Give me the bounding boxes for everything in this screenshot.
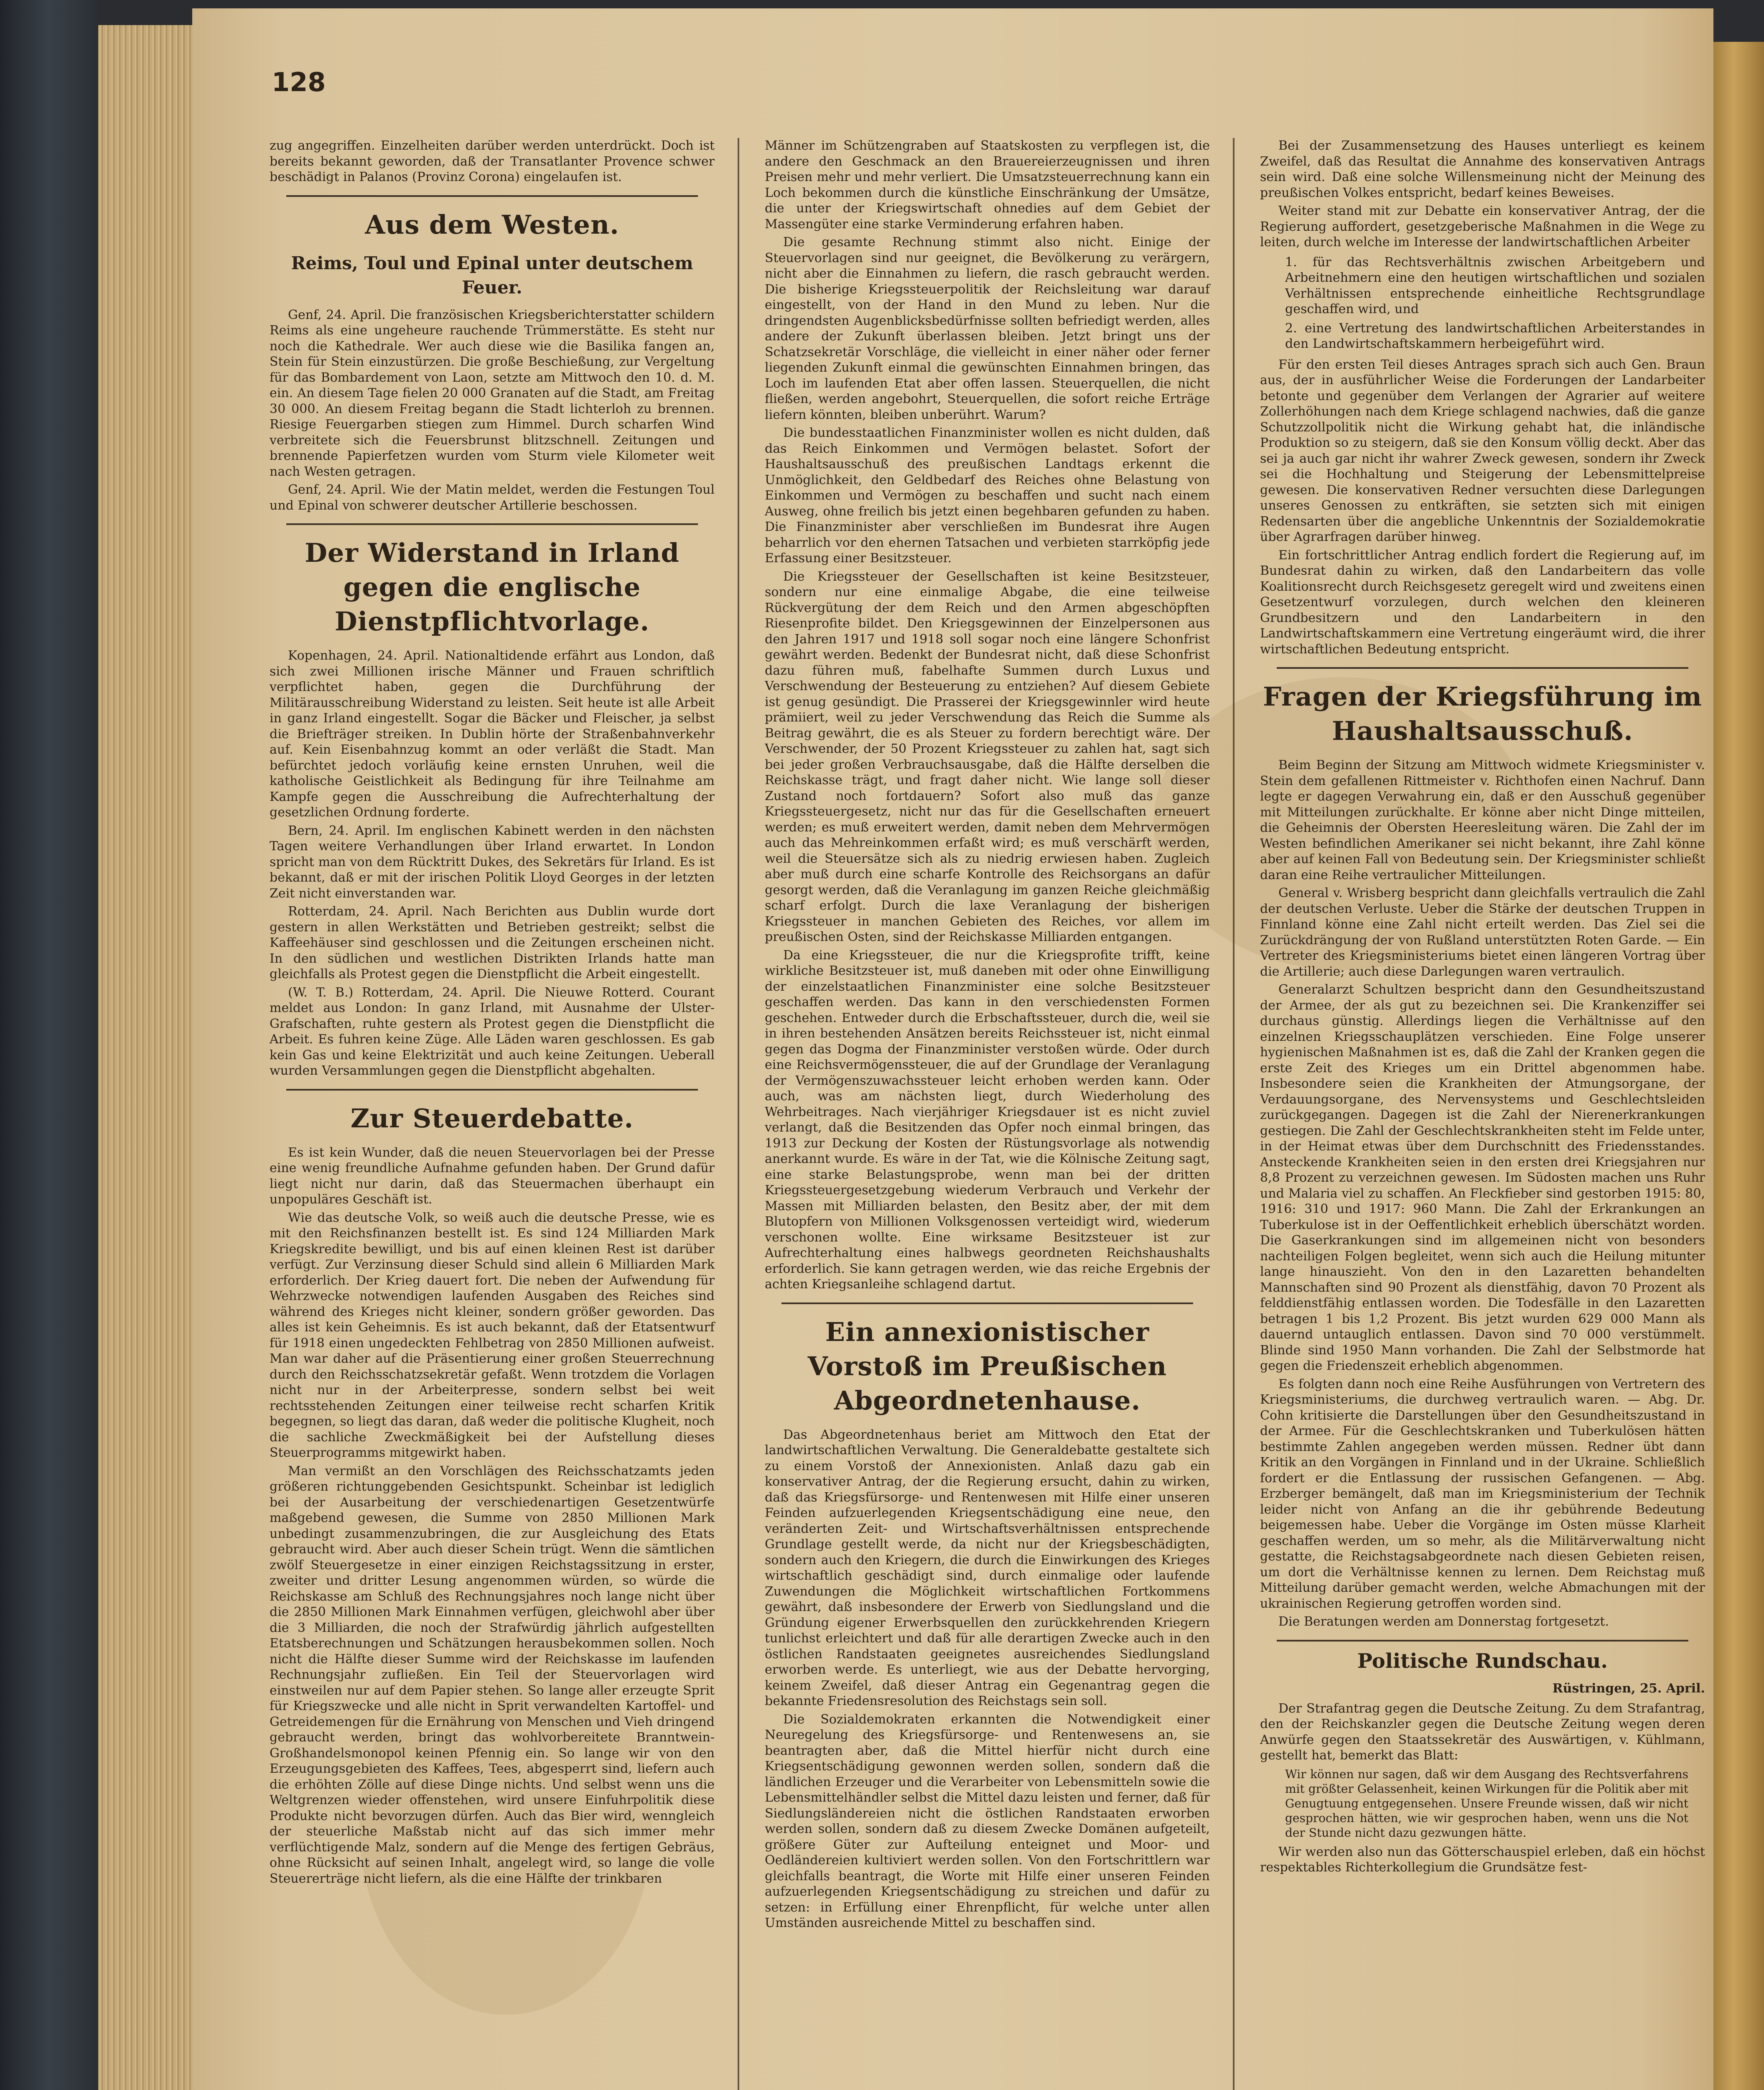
article-text: Bei der Zusammensetzung des Hauses unterliegt es keinem Zweifel, daß das Resultat die Annahme des konservativen Antrags sein wird. Daß eine solche Willensmeinung nicht der Meinung des preußischen Volkes entspricht, bedarf keines Beweises.: [1260, 138, 1705, 200]
article-text: Die Beratungen werden am Donnerstag fortgesetzt.: [1278, 1614, 1609, 1629]
article-text: Beim Beginn der Sitzung am Mittwoch widmete Kriegsminister v. Stein dem gefallenen Rittmeister v. Richthofen einen Nachruf. Dann legte er dagegen Verwahrung ein, daß er den Ausschuß gegenüber mit Mitteilungen zurückhalte. Er könne aber nicht Dinge mitteilen, die Geheimnis der Obersten Heeresleitung wären. Die Zahl der im Westen befindlichen Amerikaner sei nicht bekannt, ihre Zahl könne aber auf keinen Fall von Bedeutung sein. Der Kriegsminister schließt daran eine Reihe vertraulicher Mitteilungen.: [1260, 758, 1705, 882]
article-text: Es folgten dann noch eine Reihe Ausführungen von Vertretern des Kriegsministeriums, die durchweg vertraulich waren. — Abg. Dr. Cohn kritisierte die Darstellungen über den Gesundheitszustand in der Armee. Für die Geschlechtskranken und Tuberkulösen hätten bestimmte Zahlen angegeben werden müssen. Redner übt dann Kritik an den Vorgängen in Finnland und in der Ukraine. Schließlich fordert er die Entlassung der russischen Gefangenen. — Abg. Erzberger bemängelt, daß man im Kriegsministerium der Technik leider nicht von Anfang an die ihr gebührende Bedeutung beigemessen habe. Ueber die Vorgänge im Osten müsse Klarheit geschaffen werden, um so mehr, als die Militärverwaltung nicht gestatte, die Reichstagsabgeordnete nach diesen Gebieten reisen, um dort die Verhältnisse kennen zu lernen. Dem Reichstag muß Mitteilung darüber gemacht werden, welche Abmachungen mit der ukrainischen Regierung getroffen worden sind.: [1260, 1376, 1705, 1611]
section-separator: [1277, 1640, 1688, 1641]
article-text: Es ist kein Wunder, daß die neuen Steuervorlagen bei der Presse eine wenig freundliche Aufnahme gefunden haben. Der Grund dafür liegt nicht nur darin, daß das Steuermachen überhaupt ein unpopuläres Geschäft ist.: [270, 1145, 715, 1207]
article-text: General v. Wrisberg bespricht dann gleichfalls vertraulich die Zahl der deutschen Verluste. Ueber die Stärke der deutschen Truppen in Finnland könne eine Zahl nicht erteilt werden. Das Ziel sei die Zurückdrängung der von Rußland unterstützten Roten Garde. — Ein Vertreter des Kriegsministeriums bietet einen längeren Vortrag über die Artillerie; auch diese Darlegungen waren vertraulich.: [1260, 886, 1705, 979]
article-text: Wir werden also nun das Götterschauspiel erleben, daß ein höchst respektables Richterkollegium die Grundsätze fest-: [1260, 1844, 1705, 1875]
headline-war-questions: Fragen der Kriegsführung im Haushaltsausschuß.: [1263, 681, 1702, 746]
article-text: Die bundesstaatlichen Finanzminister wollen es nicht dulden, daß das Reich Einkommen und Vermögen belastet. Sofort der Haushaltsausschuß des preußischen Landtags erkennt die Unmöglichkeit, den Geldbedarf des Reiches ohne Belastung von Einkommen und Vermögen zu beschaffen und sucht nach einem Ausweg, ohne freilich bis jetzt einen begehbaren gefunden zu haben. Die Finanzminister aber verschließen im Bundesrat ihre Augen beharrlich vor den ehernen Tatsachen und verbieten starrköpfig jede Erfassung einer Besitzsteuer.: [765, 426, 1210, 566]
subheadline-west: Reims, Toul und Epinal unter deutschem Feuer.: [291, 252, 693, 298]
headline-west: Aus dem Westen.: [365, 209, 619, 240]
article-text: Das Abgeordnetenhaus beriet am Mittwoch den Etat der landwirtschaftlichen Verwaltung. Die Generaldebatte gestaltete sich zu einem Vorstoß der Annexionisten. Anlaß dazu gab ein konservativer Antrag, der die Regierung ersucht, dahin zu wirken, daß das Kriegsfürsorge- und Rentenwesen mit Hilfe einer unseren Feinden aufzuerlegenden Kriegsentschädigung eine neue, den veränderten Zeit- und Wirtschaftsverhältnissen entsprechende Grundlage gestellt werde, da nicht nur der Kriegsbeschädigten, sondern auch den Kriegern, die durch die Einwirkungen des Krieges wirtschaftlich geschädigt sind, durch einmalige oder laufende Zuwendungen die Möglichkeit wirtschaftlichen Fortkommens gewährt, daß insbesondere der Erwerb von Siedlungsland und die Gründung eigener Erwerbsquellen den zurückkehrenden Kriegern tunlichst erleichtert und daß für alle derartigen Zwecke auch in den östlichen Randstaaten geeignetes ausreichendes Siedlungsland erworben werde. Es unterliegt, wie aus der Debatte hervorging, keinem Zweifel, daß dieser Antrag ein Gegenantrag gegen die bekannte Friedensresolution des Reichstags sein soll.: [765, 1427, 1210, 1708]
article-text: (W. T. B.) Rotterdam, 24. April. Die Nieuwe Rotterd. Courant meldet aus London: In ganz Irland, mit Ausnahme der Ulster-Grafschaften, ruhte gestern als Protest gegen die Dienstpflicht die Arbeit. Es fuhren keine Züge. Alle Läden waren geschlossen. Es gab kein Gas und keine Elektrizität und auch keine Zeitungen. Ueberall wurden Versammlungen gegen die Dienstpflicht abgehalten.: [270, 985, 715, 1078]
dateline: Rüstringen, 25. April.: [1552, 1681, 1705, 1696]
article-text: Männer im Schützengraben auf Staatskosten zu verpflegen ist, die andere den Geschmack an den Brauereierzeugnissen und ihren Preisen mehr und mehr verliert. Die Umsatzsteuerrechnung kann ein Loch bekommen durch die künstliche Einschränkung der Umsätze, die unter der Kriegswirtschaft ohnedies auf dem Gebiet der Massengüter eine starke Verminderung erfahren haben.: [765, 138, 1210, 232]
right-page-edge: [1713, 42, 1764, 2090]
section-separator: [781, 1302, 1193, 1304]
article-text: Wie das deutsche Volk, so weiß auch die deutsche Presse, wie es mit den Reichsfinanzen bestellt ist. Es sind 124 Milliarden Mark Kriegskredite bewilligt, und bis auf einen kleinen Rest ist darüber verfügt. Zur Verzinsung dieser Schuld sind allein 6 Milliarden Mark erforderlich. Der Krieg dauert fort. Die neben der Aufwendung für Wehrzwecke notwendigen laufenden Ausgaben des Reiches sind während des Krieges nicht kleiner, sondern größer geworden. Das alles ist kein Geheimnis. Es ist auch bekannt, daß der Etatsentwurf für 1918 einen ungedeckten Fehlbetrag von 2850 Millionen aufweist. Man war daher auf die Präsentierung einer großen Steuerrechnung durch den Reichsschatzsekretär gefaßt. Wenn trotzdem die Vorlagen nicht nur in der Arbeiterpresse, sondern selbst bei weit rechtsstehenden Zeitungen einer teilweise recht scharfen Kritik begegnen, so liegt das daran, daß weder die politische Klugheit, noch die sachliche Zweckmäßigkeit bei der Aufstellung dieses Steuerprogramms mitgewirkt haben.: [270, 1210, 715, 1460]
column-rule: [1233, 138, 1235, 2090]
section-separator: [286, 523, 698, 525]
article-text: Man vermißt an den Vorschlägen des Reichsschatzamts jeden größeren richtunggebenden Gesichtspunkt. Scheinbar ist lediglich bei der Ausarbeitung der verschiedenartigen Gesetzentwürfe maßgebend gewesen, die Summe von 2850 Millionen Mark unbedingt zusammenzubringen, die zur Ausgleichung des Etats gebraucht wird. Aber auch dieser Schein trügt. Wenn die sämtlichen zwölf Steuergesetze in einer einzigen Reichstagssitzung in erster, zweiter und dritter Lesung angenommen würden, so würde die Reichskasse am Schluß des Rechnungsjahres noch lange nicht über die 2850 Millionen Mark Einnahmen verfügen, gleichwohl aber über die 3 Milliarden, die noch der Strafwürdig jährlich aufgestellten Etatsberechnungen und Schätzungen herausbekommen sollen. Noch nicht die Hälfte dieser Summe wird der Reichskasse im laufenden Rechnungsjahr zufließen. Ein Teil der Steuervorlagen wird einstweilen nur auf dem Papier stehen. So lange aller erzeugte Sprit für Kriegszwecke und alle nicht in Sprit verwandelten Kartoffel- und Getreidemengen für die Ernährung von Menschen und Vieh dringend gebraucht werden, bringt das wohlvorbereitete Branntwein-Großhandelsmonopol keinen Pfennig ein. So lange wir von den Erzeugungsgebieten des Kaffees, Tees, abgesperrt sind, liefern auch die erhöhten Zölle auf diese Dinge nichts. Und selbst wenn uns die Weltgrenzen wieder offenstehen, wird unsere Einfuhrpolitik diese Produkte nicht bevorzugen dürfen. Auch das Bier wird, wenngleich der steuerliche Maßstab nicht auf das sich immer mehr verflüchtigende Malz, sondern auf die Menge des fertigen Gebräus, ohne Rücksicht auf seinen Inhalt, angelegt wird, so lange die volle Steuererträge nicht liefern, als die eine Hälfte der trinkbaren: [270, 1463, 715, 1886]
article-text: Die Sozialdemokraten erkannten die Notwendigkeit einer Neuregelung des Kriegsfürsorge- und Rentenwesens an, sie beantragten aber, daß die Mittel hierfür nicht durch eine Kriegsentschädigung gewonnen werden sollen, sondern daß die ländlichen Erzeuger und die Verarbeiter von Lebensmitteln sowie die Lebensmittelhändler selbst die Mittel dazu leisten und ferner, daß für Siedlungsländereien nicht die östlichen Randstaaten erworben werden sollen, sondern daß zu diesem Zwecke Domänen aufgeteilt, größere Güter zur Aufteilung enteignet und Moor- und Oedländereien kultiviert werden sollen. Von den Fortschrittlern war gleichfalls beantragt, die Worte mit Hilfe einer unseren Feinden aufzuerlegenden Kriegsentschädigung zu streichen und dafür zu setzen: in Erfüllung einer Ehrenpflicht, für welche unter allen Umständen ausreichende Mittel zu beschaffen sind.: [765, 1712, 1210, 1930]
motion-list: [1285, 255, 1705, 352]
headline-tax-debate: Zur Steuerdebatte.: [350, 1103, 634, 1134]
headline-ireland: Der Widerstand in Irland gegen die englische Dienstpflichtvorlage.: [305, 538, 680, 637]
page-number: 128: [272, 67, 326, 97]
book-binding: [0, 0, 98, 2090]
headline-annexation: Ein annexionistischer Vorstoß im Preußischen Abgeordnetenhause.: [807, 1316, 1167, 1416]
column-2: [765, 138, 1210, 1934]
article-text: Die gesamte Rechnung stimmt also nicht. Einige der Steuervorlagen sind nur geeignet, die Bevölkerung zu verärgern, nicht aber die Einnahmen zu liefern, die rasch gebraucht werden. Die bisherige Kriegssteuerpolitik der Reichsleitung war darauf eingestellt, von der Hand in den Mund zu leben. Nur die dringendsten Augenblicksbedürfnisse sollten befriedigt werden, alles andere der Zukunft überlassen bleiben. Jetzt bringt uns der Schatzsekretär Vorschläge, die vielleicht in einer näher oder ferner liegenden Zukunft einmal die gewünschten Einnahmen bringen, das Loch im laufenden Etat aber offen lassen. Steuerquellen, die nicht fließen, werden angebohrt, Steuerquellen, die sofort reiche Erträge liefern könnten, bleiben unberührt. Warum?: [765, 235, 1210, 422]
article-text: Ein fortschrittlicher Antrag endlich fordert die Regierung auf, im Bundesrat dahin zu wirken, daß den Landarbeitern das volle Koalitionsrecht durch Reichsgesetz geregelt wird und zweitens einen Gesetzentwurf vorzulegen, durch welchen den kleineren Grundbesitzern und den Landarbeitern in den Landwirtschaftskammern eine Vertretung eingeräumt wird, die ihrer wirtschaftlichen Bedeutung entspricht.: [1260, 548, 1705, 657]
article-text: Bern, 24. April. Im englischen Kabinett werden in den nächsten Tagen weitere Verhandlungen über Irland erwartet. In London spricht man von dem Rücktritt Dukes, des Sekretärs für Irland. Es ist bekannt, daß er mit der irischen Politik Lloyd Georges in der letzten Zeit nicht einverstanden war.: [270, 823, 715, 901]
article-text: Weiter stand mit zur Debatte ein konservativer Antrag, der die Regierung auffordert, gesetzgeberische Maßnahmen in die Wege zu leiten, durch welche im Interesse der landwirtschaftlichen Arbeiter: [1260, 204, 1705, 250]
column-1: [270, 138, 715, 1889]
page-edges: [98, 25, 194, 2090]
section-separator: [286, 1089, 698, 1091]
column-3: [1260, 138, 1705, 1878]
article-text: Genf, 24. April. Wie der Matin meldet, werden die Festungen Toul und Epinal von schwerer deutscher Artillerie beschossen.: [270, 482, 715, 513]
list-item: 2. eine Vertretung des landwirtschaftlichen Arbeiterstandes in den Landwirtschaftskammern herbeigeführt wird.: [1285, 321, 1705, 351]
quotation: Wir können nur sagen, daß wir dem Ausgang des Rechtsverfahrens mit größter Gelassenheit, keinen Wirkungen für die Politik aber mit Genugtuung entgegensehen. Unsere Freunde wissen, daß wir nicht gesprochen hätten, wie wir gesprochen haben, wenn uns die Not der Stunde nicht dazu gezwungen hätte.: [1285, 1767, 1688, 1840]
section-separator: [1277, 667, 1688, 669]
list-item: 1. für das Rechtsverhältnis zwischen Arbeitgebern und Arbeitnehmern eine den heutigen wirtschaftlichen und sozialen Verhältnissen entsprechende einheitliche Rechtsgrundlage geschaffen wird, und: [1285, 255, 1705, 316]
article-text: Generalarzt Schultzen bespricht dann den Gesundheitszustand der Armee, der als gut zu bezeichnen sei. Die Krankenziffer sei durchaus günstig. Allerdings liegen die Verhältnisse auf den einzelnen Kriegsschauplätzen verschieden. Eine Folge unserer hygienischen Maßnahmen ist es, daß die Zahl der Kranken gegen die erste Zeit des Krieges um ein Drittel abgenommen habe. Insbesondere seien die Krankheiten der Atmungsorgane, der Verdauungsorgane, des Nervensystems und Geschlechtsleiden zurückgegangen. Dagegen ist die Zahl der Nierenerkrankungen gestiegen. Die Zahl der Geschlechtskrankheiten steht im Felde unter, in der Heimat etwas über dem Durchschnitt des Friedensstandes. Ansteckende Krankheiten seien in den ersten drei Kriegsjahren nur 8,8 Prozent zu verzeichnen gewesen. Im Südosten machen uns Ruhr und Malaria viel zu schaffen. An Fleckfieber sind gestorben 1915: 80, 1916: 310 und 1917: 960 Mann. Die Zahl der Erkrankungen an Tuberkulose ist in der Oeffentlichkeit erheblich überschätzt worden. Die Gaserkrankungen sind im allgemeinen nicht von besonders nachteiligen Folgen begleitet, wenn sich auch die Heilung mitunter lange hinauszieht. Von den in den Lazaretten behandelten Mannschaften sind 90 Prozent als dienstfähig, davon 70 Prozent als felddienstfähig entlassen worden. Die Todesfälle in den Lazaretten betragen 1 bis 1,2 Prozent. Bis jetzt wurden 629 000 Mann als dauernd untauglich entlassen. Davon sind 70 000 verstümmelt. Blinde sind 1950 Mann vorhanden. Die Zahl der Selbstmorde hat gegen die Friedenszeit erheblich abgenommen.: [1260, 982, 1705, 1373]
article-text: Da eine Kriegssteuer, die nur die Kriegsprofite trifft, keine wirkliche Besitzsteuer ist, muß daneben mit oder ohne Einwilligung der einzelstaatlichen Finanzminister eine solche Besitzsteuer geschaffen werden. Das kann in den verschiedensten Formen geschehen. Entweder durch die Erbschaftssteuer, durch die, weil sie in ihren bestehenden Ansätzen bereits Reichssteuer ist, nicht einmal gegen das Dogma der Finanzminister verstoßen würde. Oder durch eine Reichsvermögenssteuer, die auf der Grundlage der Veranlagung der Vermögenszuwachssteuer leicht erhoben werden kann. Oder auch, was am nächsten liegt, durch Wiederholung des Wehrbeitrages. Nach vierjähriger Kriegsdauer ist es nicht zuviel verlangt, daß die Besitzenden das Opfer noch einmal bringen, das 1913 zur Deckung der Kosten der Rüstungsvorlage als notwendig anerkannt wurde. Es wäre in der Tat, wie die Kölnische Zeitung sagt, eine starke Belastungsprobe, wenn man bei der dritten Kriegssteuergesetzgebung wiederum Verbrauch und Verkehr der Massen mit Milliarden belasten, den Besitz aber, der mit dem Blutopfern von Millionen Volksgenossen verteidigt wird, wiederum verschonen wollte. Eine wirksame Besitzsteuer ist zur Aufrechterhaltung eines halbwegs geordneten Reichshaushalts erforderlich. Sie kann getragen werden, wie das reiche Ergebnis der achten Kriegsanleihe schlagend dartut.: [765, 948, 1210, 1292]
article-text: Rotterdam, 24. April. Nach Berichten aus Dublin wurde dort gestern in allen Werkstätten und Betrieben gestreikt; selbst die Kaffeehäuser sind geschlossen und die Zeitungen erscheinen nicht. In den südlichen und westlichen Distrikten Irlands hatte man gleichfalls als Protest gegen die Dienstpflicht die Arbeit eingestellt.: [270, 904, 715, 981]
headline-political-review: Politische Rundschau.: [1357, 1649, 1608, 1673]
article-text: Für den ersten Teil dieses Antrages sprach sich auch Gen. Braun aus, der in ausführlicher Weise die Forderungen der Landarbeiter betonte und gegenüber dem Verlangen der Agrarier auf weitere Zollerhöhungen nach dem Kriege schlagend nachwies, daß die ganze Schutzzollpolitik nicht die Wirkung gehabt hat, die inländische Produktion so zu steigern, daß sie den Konsum völlig deckt. Aber das sei ja auch gar nicht ihr wahrer Zweck gewesen, sondern ihr Zweck sei die Hochhaltung und Steigerung der Lebensmittelpreise gewesen. Die konservativen Redner versuchten diese Darlegungen unseres Genossen zu entkräften, sie setzten sich mit einigen Redensarten über die angebliche Unkenntnis der Sozialdemokratie über Agrarfragen darüber hinweg.: [1260, 357, 1705, 544]
section-separator: [286, 195, 698, 197]
article-text: zug angegriffen. Einzelheiten darüber werden unterdrückt. Doch ist bereits bekannt geworden, daß der Transatlanter Provence schwer beschädigt in Palanos (Provinz Corona) eingelaufen ist.: [270, 138, 715, 184]
article-text: Der Strafantrag gegen die Deutsche Zeitung. Zu dem Strafantrag, den der Reichskanzler gegen die Deutsche Zeitung wegen deren Anwürfe gegen den Staatssekretär des Auswärtigen, v. Kühlmann, gestellt hat, bemerkt das Blatt:: [1260, 1701, 1705, 1763]
article-text: Genf, 24. April. Die französischen Kriegsberichterstatter schildern Reims als eine ungeheure rauchende Trümmerstätte. Es steht nur noch die Kathedrale. Wer auch diese wie die Basilika fangen an, Stein für Stein einzustürzen. Die große Beschießung, zur Vergeltung für das Bombardement von Laon, setzte am Mittwoch den 10. d. M. ein. An diesem Tage fielen 20 000 Granaten auf die Stadt, am Freitag 30 000. An diesem Freitag begann die Stadt lichterloh zu brennen. Riesige Feuergarben stiegen zum Himmel. Durch scharfen Wind verbreitete sich die Feuersbrunst blitzschnell. Zeitungen und brennende Papierfetzen wurden vom Sturm viele Kilometer weit nach Westen getragen.: [270, 307, 715, 479]
column-rule: [738, 138, 739, 2090]
article-text: Die Kriegssteuer der Gesellschaften ist keine Besitzsteuer, sondern nur eine einmalige Abgabe, die eine teilweise Rückvergütung der dem Reich und den Armen abgeschöpften Riesenprofite bildet. Den Kriegsgewinnen der Einzelpersonen aus den Jahren 1917 und 1918 soll sogar noch eine längere Schonfrist gewährt werden. Bedenkt der Bundesrat nicht, daß diese Schonfrist dazu führen muß, fabelhafte Summen durch Luxus und Verschwendung der Besteuerung zu entziehen? Auf diesem Gebiete ist genug gesündigt. Die Prasserei der Kriegsgewinnler wird heute prämiiert, weil zu jeder Verschwendung das Reich die Summe als Beitrag gewährt, die es als Steuer zu fordern berechtigt wäre. Der Verschwender, der 50 Prozent Kriegssteuer zu zahlen hat, sagt sich bei jeder großen Verbrauchsausgabe, daß die Hälfte derselben die Reichskasse trägt, und fragt daher nicht. Wie lange soll dieser Zustand noch fortdauern? Sofort also muß das ganze Kriegssteuergesetz, nicht nur das für die Gesellschaften erneuert werden; es muß erweitert werden, damit neben dem Mehrvermögen auch das Mehreinkommen erfaßt wird; es muß verschärft werden, weil die Steuersätze sich als zu niedrig erwiesen haben. Zugleich aber muß durch eine scharfe Kontrolle des Reichsorgans an dafür gesorgt werden, daß die Veranlagung im ganzen Reiche gleichmäßig scharf erfolgt. Durch die laxe Veranlagung der bisherigen Kriegssteuer in manchen Gebieten des Reiches, vor allem im preußischen Osten, sind der Reichskasse Milliarden entgangen.: [765, 569, 1210, 944]
newspaper-page: [192, 8, 1713, 2090]
article-text: Kopenhagen, 24. April. Nationaltidende erfährt aus London, daß sich zwei Millionen irische Männer und Frauen schriftlich verpflichtet haben, gegen die Durchführung der Militärausschreibung Widerstand zu leisten. Seit heute ist alle Arbeit in ganz Irland eingestellt. Sogar die Bäcker und Fleischer, ja selbst die Briefträger streiken. In Dublin hörte der Straßenbahnverkehr auf. Kein Eisenbahnzug kommt an oder verläßt die Stadt. Man befürchtet jedoch vorläufig keine ernsten Unruhen, weil die katholische Geistlichkeit als Bedingung für ihre Teilnahme am Kampfe gegen die Ausschreibung die Aufrechterhaltung der gesetzlichen Ordnung forderte.: [270, 648, 715, 820]
